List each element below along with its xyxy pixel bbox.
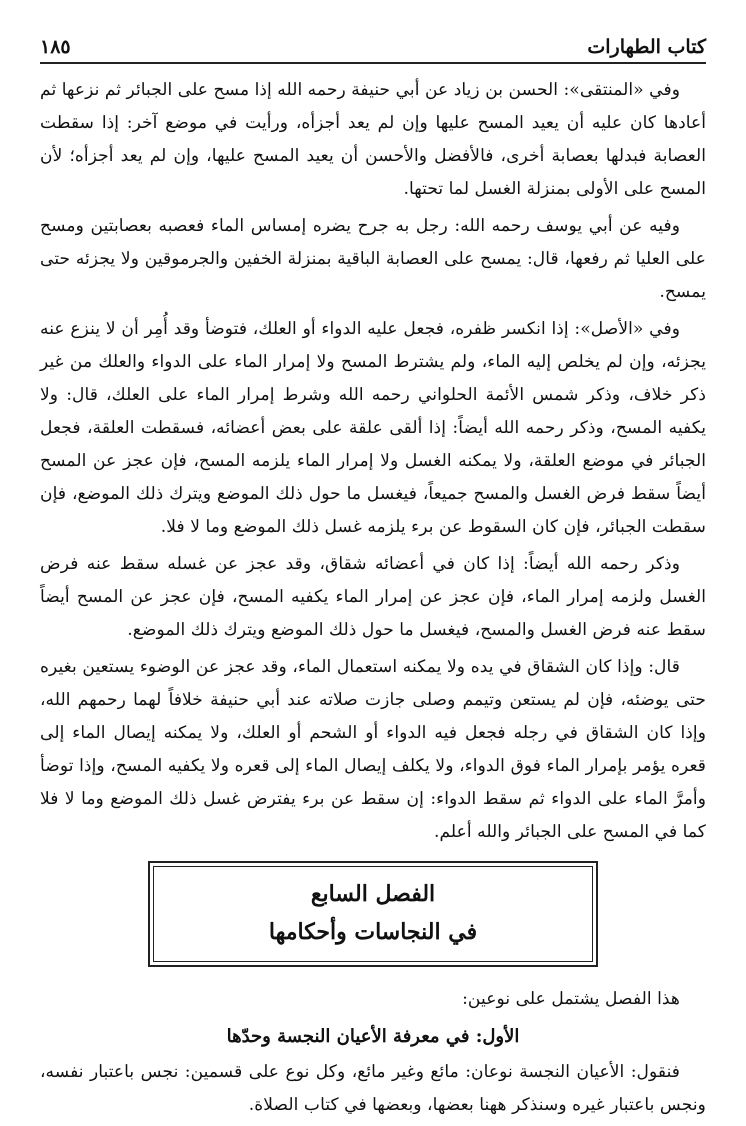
chapter-title-inner (153, 866, 593, 962)
paragraph-abu-yusuf: وفيه عن أبي يوسف رحمه الله: رجل به جرح يضره إمساس الماء فعصبه بعصابتين ومسح على العليا ثم رفعها، قال: يمسح على العصابة الباقية بمنزلة الخفين والجرموقين ولا يجزئه حتى يمسح. (40, 216, 706, 302)
running-header (40, 28, 706, 64)
page-number: ١٨٥ (40, 36, 71, 58)
chapter-number: الفصل السابع (310, 881, 436, 907)
paragraph-final: فنقول: الأعيان النجسة نوعان: مائع وغير مائع، وكل نوع على قسمين: نجس باعتبار نفسه، ونجس باعتبار غيره وسنذكر ههنا بعضها، وبعضها في كتاب الصلاة. (40, 1062, 706, 1115)
chapter-title-box (148, 861, 598, 967)
chapter-subject: في النجاسات وأحكامها (268, 919, 478, 945)
paragraph-qala: قال: وإذا كان الشقاق في يده ولا يمكنه استعمال الماء، وقد عجز عن الوضوء يستعين بغيره حتى يوضئه، فإن لم يستعن وتيمم وصلى جازت صلاته عند أبي حنيفة خلافاً لهما رحمهم الله، وإذا كان الشقاق في رجله فجعل فيه الدواء أو الشحم أو العلك، ولا يمكنه إيصال الماء إلى قعره يؤمر بإمرار الماء فوق الدواء، ولا يكلف إيصال الماء إلى قعره ولا يكفيه المسح، وإذا توضأ وأمرَّ الماء على الدواء ثم سقط الدواء: إن سقط عن برء يفترض غسل ذلك الموضع وما لا فلا كما في المسح على الجبائر والله أعلم. (40, 657, 706, 842)
book-title: كتاب الطهارات (587, 36, 706, 58)
page-body (40, 74, 706, 1126)
section-subheading: الأول: في معرفة الأعيان النجسة وحدّها (226, 1026, 520, 1047)
chapter-title-box-wrap (40, 861, 706, 967)
paragraph-muntaqa: وفي «المنتقى»: الحسن بن زياد عن أبي حنيفة رحمه الله إذا مسح على الجبائر ثم نزعها ثم أعادها كان عليه أن يعيد المسح عليها وإن لم يعد أجزأه، ورأيت في موضع آخر: إذا سقطت العصابة فبدلها بعصابة أخرى، فالأفضل والأحسن أن يعيد المسح عليها، وإن لم يعد أجزأه؛ لأن المسح على الأولى بمنزلة الغسل لما تحتها. (40, 80, 706, 199)
paragraph-shiqaq: وذكر رحمه الله أيضاً: إذا كان في أعضائه شقاق، وقد عجز عن غسله سقط عنه فرض الغسل ولزمه إمرار الماء، فإن عجز عن إمرار الماء يكفيه المسح، فإن عجز عن المسح أيضاً سقط عنه فرض الغسل والمسح، فيغسل ما حول ذلك الموضع ويترك ذلك الموضع. (40, 554, 706, 640)
paragraph-asl: وفي «الأصل»: إذا انكسر ظفره، فجعل عليه الدواء أو العلك، فتوضأ وقد أُمِر أن لا ينزع عنه يجزئه، وإن لم يخلص إليه الماء، ولم يشترط المسح ولا إمرار الماء على الدواء والعلك من غير ذكر خلاف، وذكر شمس الأئمة الحلواني رحمه الله وشرط إمرار الماء على العلك، قال: ولا يكفيه المسح، وذكر رحمه الله أيضاً: إذا ألقى علقة على بعض أعضائه، فسقطت العلقة، فجعل الجبائر في موضع العلقة، ولا يمكنه الغسل ولا إمرار الماء يلزمه المسح، فإن عجز عن المسح أيضاً سقط فرض الغسل والمسح جميعاً، فيغسل ما حول ذلك الموضع ويترك ذلك الموضع، فإن سقطت الجبائر، فإن كان السقوط عن برء يلزمه غسل ذلك الموضع وما لا فلا. (40, 319, 706, 537)
chapter-intro: هذا الفصل يشتمل على نوعين: (462, 989, 680, 1009)
